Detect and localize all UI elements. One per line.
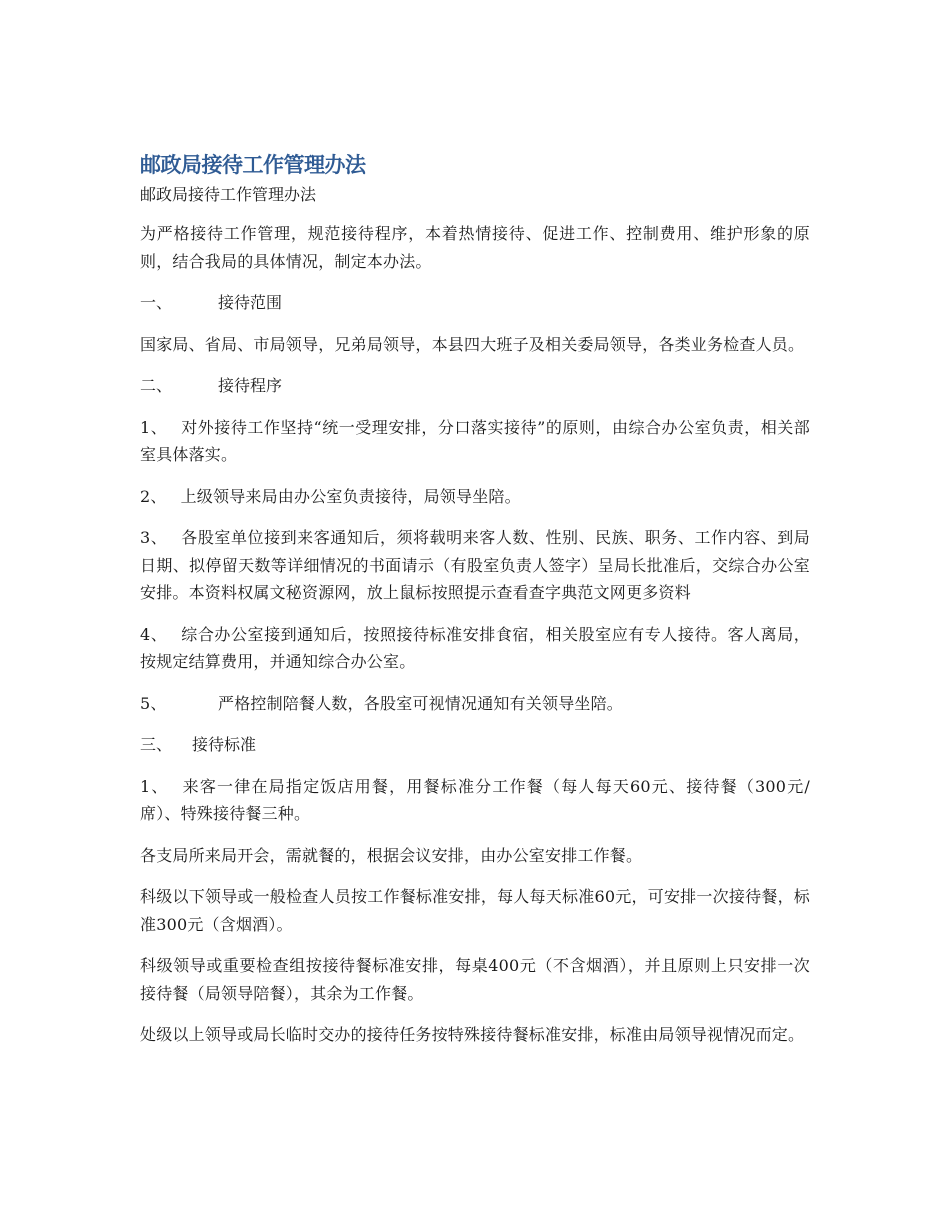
item-number: 2、	[140, 486, 167, 506]
section-heading-1	[140, 289, 810, 317]
section-number: 二、	[140, 376, 173, 395]
list-item	[140, 524, 810, 607]
section-title: 接待范围	[218, 293, 283, 312]
list-item	[140, 773, 810, 828]
section-heading-3	[140, 731, 810, 759]
item-number: 5、	[140, 693, 167, 713]
item-number: 3、	[140, 528, 168, 547]
standard-paragraph: 各支局所来局开会，需就餐的，根据会议安排，由办公室安排工作餐。	[140, 845, 643, 865]
document-page	[140, 150, 810, 1063]
item-number: 1、	[140, 776, 169, 796]
standard-paragraph: 科级以下领导或一般检查人员按工作餐标准安排，每人每天标准60元，可安排一次接待餐，标准300元（含烟酒）。	[140, 887, 810, 934]
document-title: 邮政局接待工作管理办法	[140, 153, 366, 177]
item-text: 综合办公室接到通知后，按照接待标准安排食宿，相关股室应有专人接待。客人离局，按规定结算费用，并通知综合办公室。	[140, 624, 810, 671]
list-item	[140, 690, 810, 718]
intro-paragraph: 为严格接待工作管理，规范接待程序，本着热情接待、促进工作、控制费用、维护形象的原则，结合我局的具体情况，制定本办法。	[140, 224, 810, 271]
item-text: 来客一律在局指定饭店用餐，用餐标准分工作餐（每人每天60元、接待餐（300元/席）、特殊接待餐三种。	[140, 776, 810, 823]
section-number: 一、	[140, 293, 173, 312]
section-title: 接待程序	[218, 376, 283, 395]
section-heading-2	[140, 372, 810, 400]
item-text: 严格控制陪餐人数，各股室可视情况通知有关领导坐陪。	[218, 693, 624, 713]
item-number: 4、	[140, 624, 168, 644]
section-1-body: 国家局、省局、市局领导，兄弟局领导，本县四大班子及相关委局领导，各类业务检查人员。	[140, 334, 805, 354]
standard-paragraph: 科级领导或重要检查组按接待餐标准安排，每桌400元（不含烟酒），并且原则上只安排一次接待餐（局领导陪餐），其余为工作餐。	[140, 956, 810, 1003]
standard-paragraph: 处级以上领导或局长临时交办的接待任务按特殊接待餐标准安排，标准由局领导视情况而定。	[140, 1025, 805, 1044]
list-item	[140, 621, 810, 676]
list-item	[140, 414, 810, 469]
item-number: 1、	[140, 417, 168, 437]
list-item	[140, 483, 810, 511]
item-text: 各股室单位接到来客通知后，须将载明来客人数、性别、民族、职务、工作内容、到局日期、拟停留天数等详细情况的书面请示（有股室负责人签字）呈局长批准后，交综合办公室安排。本资料权属文秘资源网，放上鼠标按照提示查看查字典范文网更多资料	[140, 528, 810, 602]
item-text: 上级领导来局由办公室负责接待，局领导坐陪。	[180, 486, 521, 506]
section-number: 三、	[140, 735, 173, 754]
item-text: 对外接待工作坚持“统一受理安排，分口落实接待”的原则，由综合办公室负责，相关部室具体落实。	[140, 417, 810, 464]
section-title: 接待标准	[192, 735, 257, 754]
document-subtitle: 邮政局接待工作管理办法	[140, 185, 317, 204]
